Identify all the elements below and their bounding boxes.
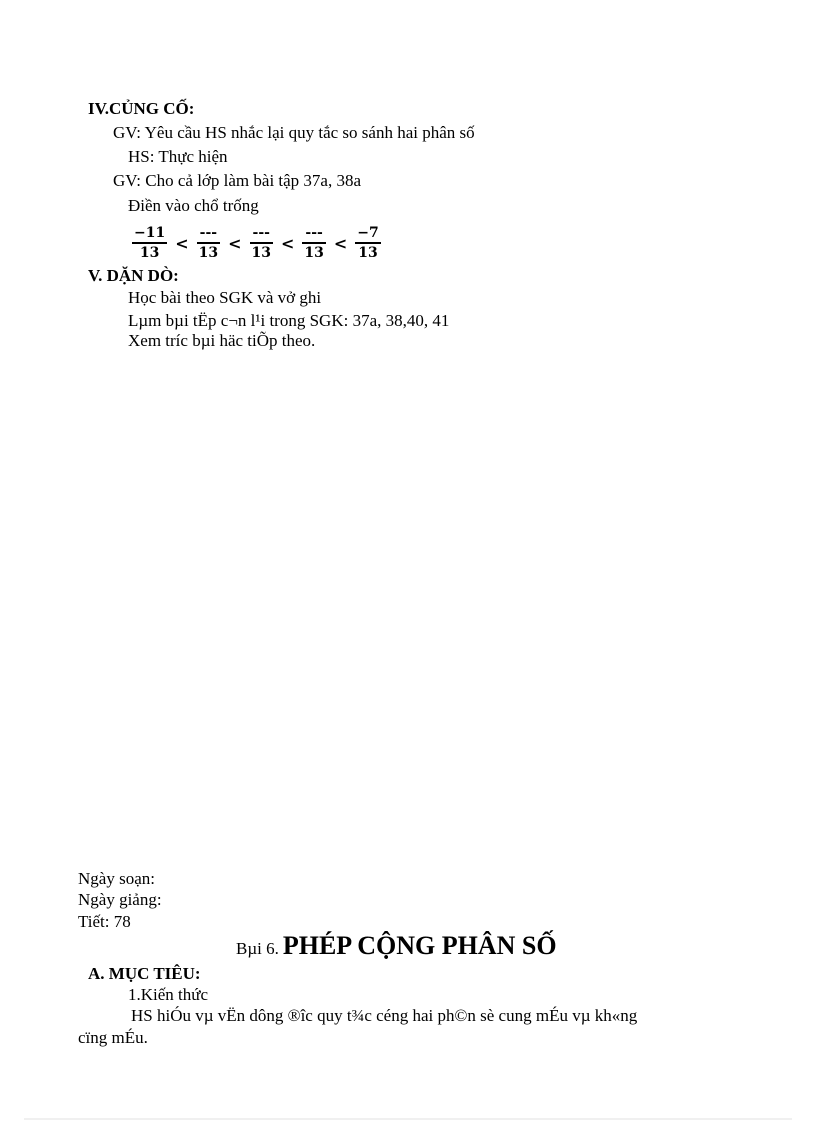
date-taught: Ngày giảng: (78, 890, 162, 909)
text-line: Xem tríc bµi häc tiÕp theo. (128, 331, 316, 350)
fraction-denominator: 13 (198, 245, 219, 261)
fraction-denominator: 13 (139, 245, 160, 261)
text-line: Lµm bµi tËp c¬n l¹i trong SGK: 37a, 38,40, 41 (128, 311, 450, 330)
fraction (302, 224, 325, 262)
less-than-sign: < (281, 233, 295, 253)
text-line: Học bài theo SGK và vở ghi (128, 288, 322, 307)
lesson-title (236, 931, 557, 961)
fraction-numerator: --- (252, 225, 270, 241)
less-than-sign: < (228, 233, 242, 253)
page-bottom-edge (24, 1118, 792, 1120)
lesson-title-text: PHÉP CỘNG PHÂN SỐ (282, 931, 557, 960)
fraction-denominator: 13 (251, 245, 271, 261)
text-line: GV: Yêu cầu HS nhắc lại quy tắc so sánh hai phân số (113, 123, 475, 142)
fraction-numerator: −11 (134, 225, 166, 241)
section-heading-muc-tieu: A. MỤC TIÊU: (88, 964, 201, 983)
text-line: HS: Thực hiện (128, 147, 228, 166)
paragraph-line: cïng mÉu. (78, 1028, 148, 1047)
lesson-number: Bµi 6. (236, 939, 279, 958)
lesson-period: Tiết: 78 (78, 912, 131, 931)
subheading-kien-thuc: 1.Kiến thức (128, 985, 209, 1004)
fraction-numerator: --- (305, 225, 323, 241)
less-than-sign: < (333, 233, 348, 253)
text-line: GV: Cho cả lớp làm bài tập 37a, 38a (113, 171, 362, 190)
section-heading-cung-co: IV.CỦNG CỐ: (88, 99, 195, 118)
section-heading-dan-do: V. DẶN DÒ: (88, 266, 179, 285)
fraction (250, 224, 273, 262)
date-prepared: Ngày soạn: (78, 869, 155, 888)
fraction-numerator: −7 (357, 225, 379, 241)
fraction (132, 224, 167, 262)
paragraph-line: HS hiÓu vµ vËn dông ®îc quy t¾c céng hai ph©n sè cung mÉu vµ kh«ng (131, 1006, 638, 1025)
fraction (197, 224, 220, 262)
fraction-denominator: 13 (304, 245, 324, 261)
fraction (355, 224, 380, 262)
fraction-numerator: --- (199, 225, 218, 241)
fraction-inequality (128, 221, 385, 265)
text-line: Điền vào chổ trống (128, 196, 259, 215)
less-than-sign: < (175, 233, 189, 253)
fraction-denominator: 13 (358, 245, 378, 261)
